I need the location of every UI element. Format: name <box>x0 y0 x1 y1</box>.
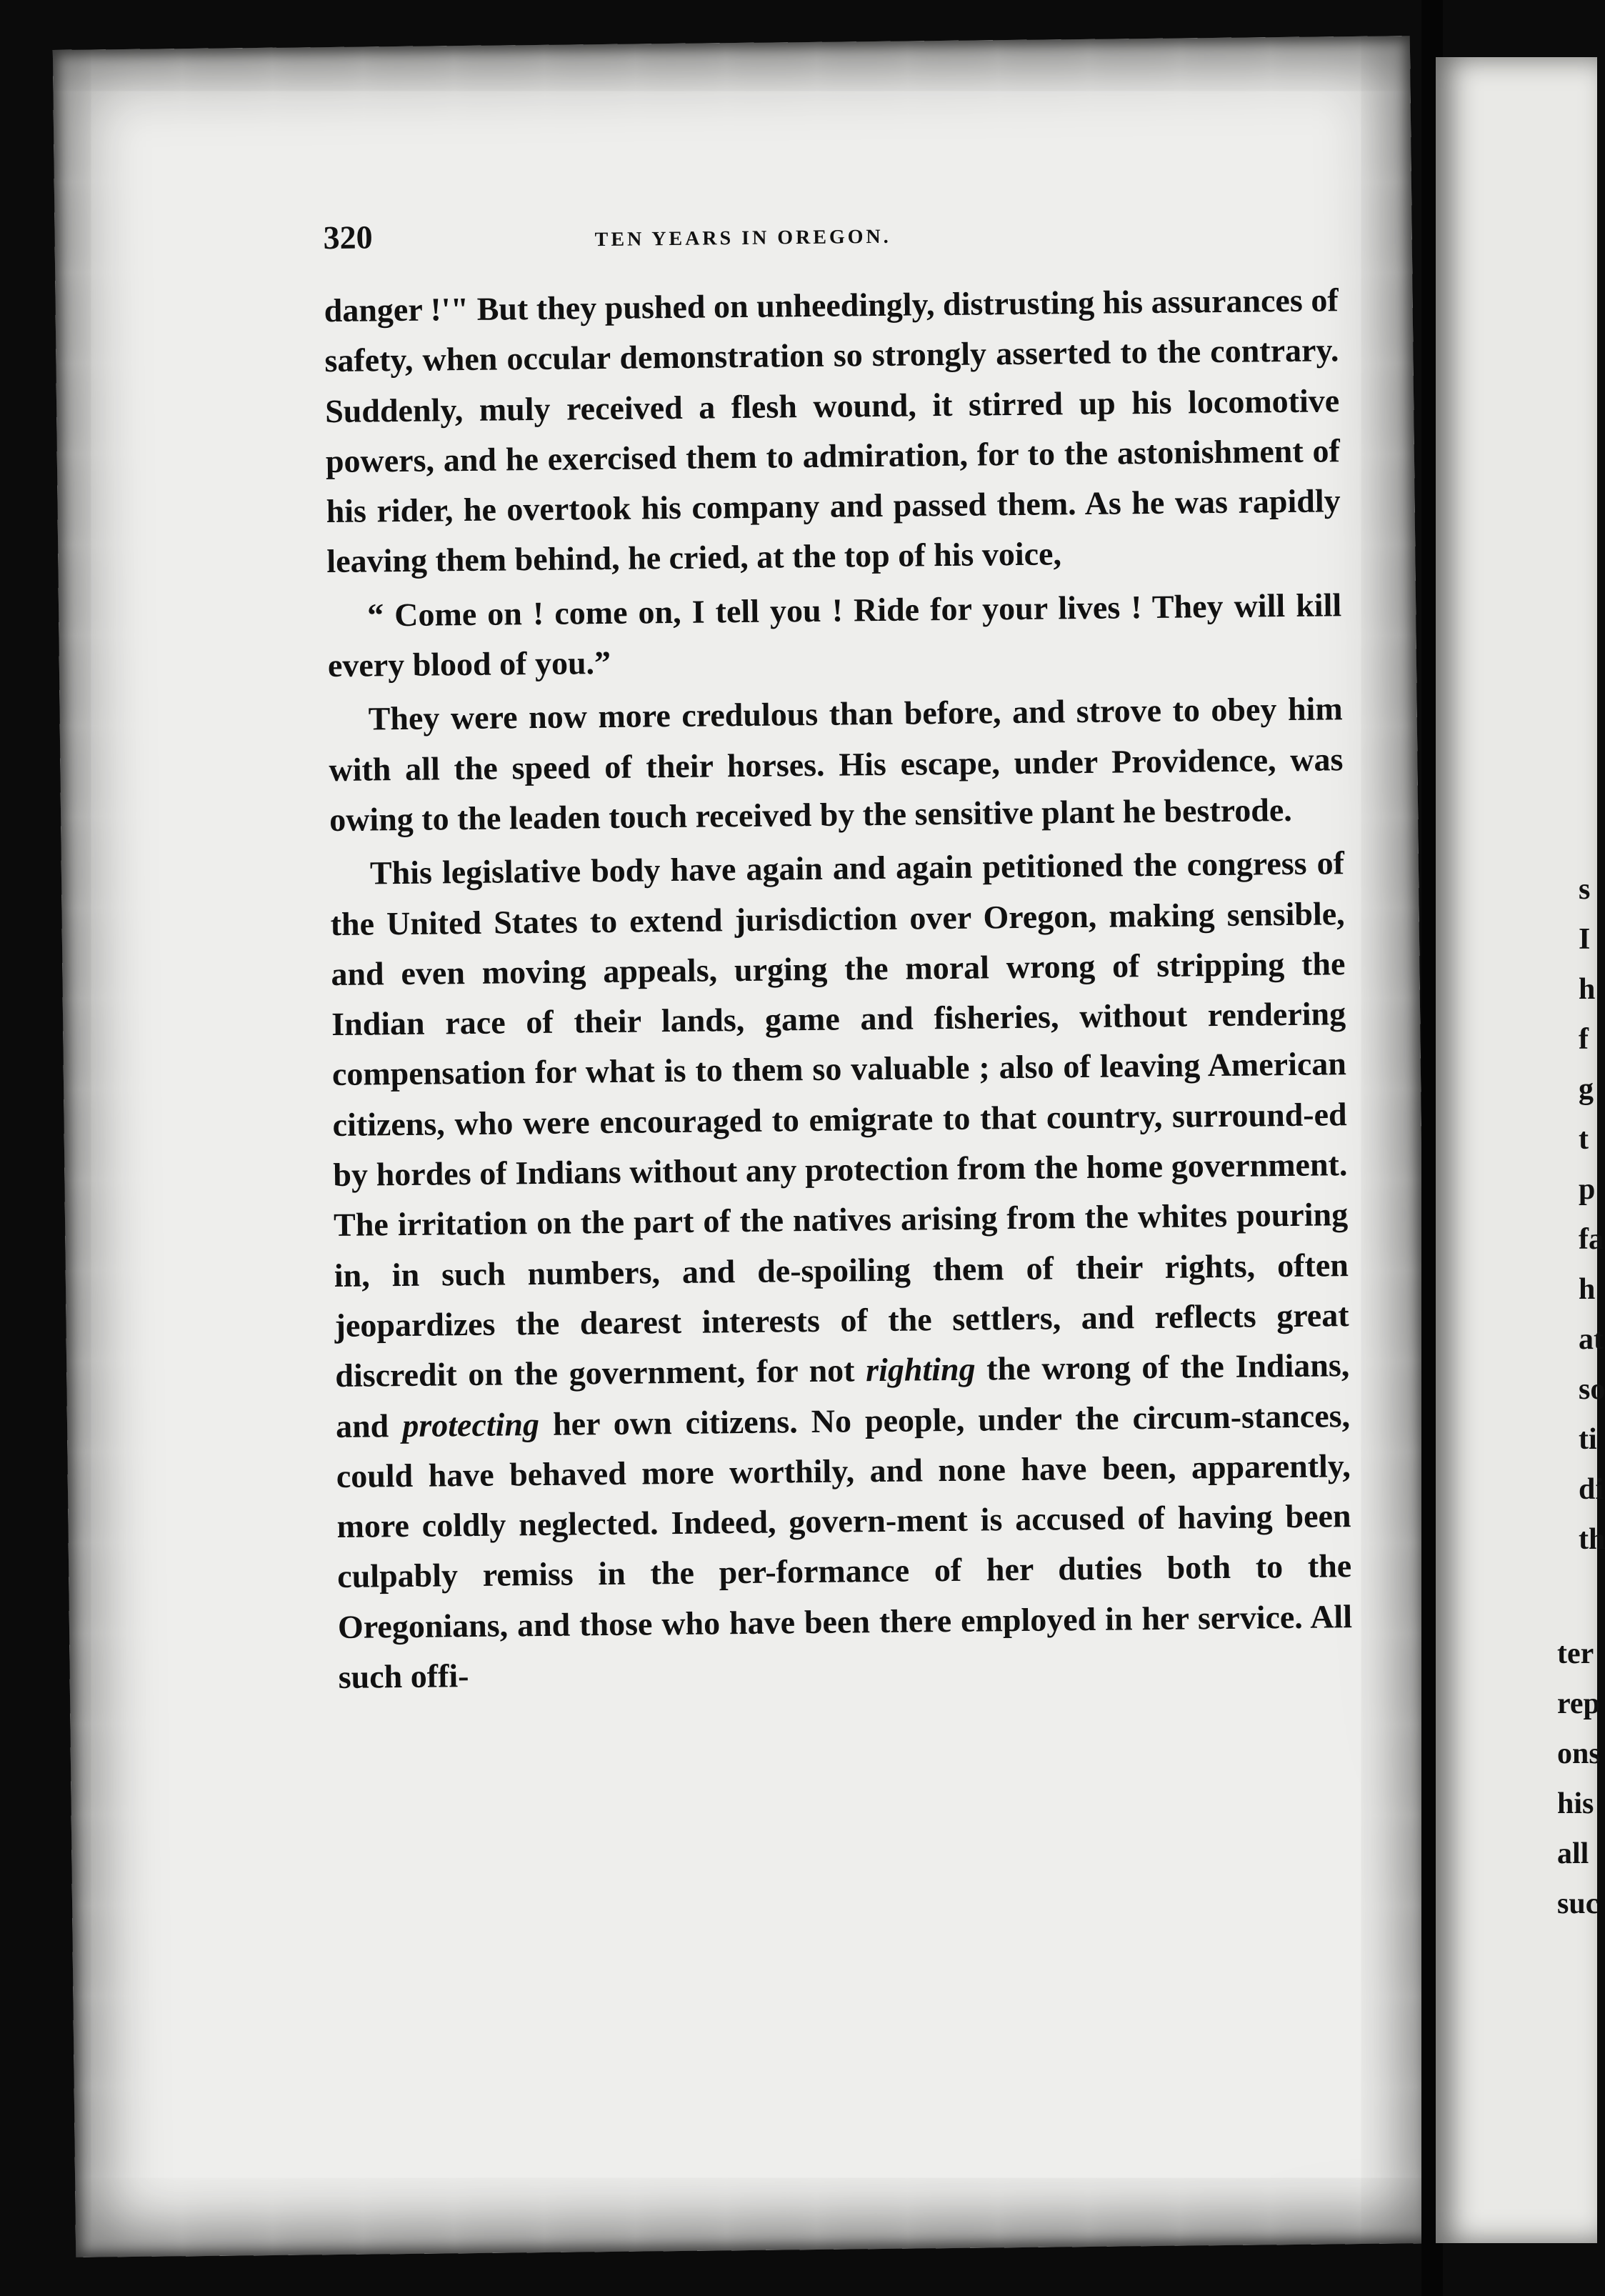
text-run: They were now more credulous than before, and strove to obey him with all the speed of their horses. His escape, under Providence, was owing to the leaden touch received by the sensitive plant he bestrode. <box>329 690 1344 839</box>
body-text <box>324 275 1353 1702</box>
italic-emphasis: protecting <box>402 1405 540 1444</box>
paragraph-1 <box>324 275 1341 587</box>
facing-fragment: fa <box>1579 1223 1604 1256</box>
facing-fragment: I <box>1579 923 1591 956</box>
facing-fragment: suc <box>1557 1887 1599 1920</box>
facing-page-fragments-lower <box>1557 1629 1601 1929</box>
paragraph-2 <box>327 580 1342 691</box>
paragraph-4 <box>330 838 1353 1702</box>
facing-fragment: rep <box>1557 1687 1600 1720</box>
facing-fragment: g <box>1579 1073 1594 1106</box>
running-head <box>323 208 1338 276</box>
text-run: This legislative body have again and again petitioned the congress of the United States to extend jurisdiction over Oregon, making sensible, and even moving appeals, urging the moral wrong of stripping the Indian race of their lands, game and fisheries, without rendering compensation for what is to them so valuable ; also of leaving American citizens, who were encouraged to emigrate to that country, surround-ed by hordes of Indians without any protection from the home government. The irritation on the part of the natives arising from the whites pouring in, in such numbers, and de-spoiling them of their rights, often jeopardizes the dearest interests of the settlers, and reflects great discredit on the government, for not <box>330 844 1349 1394</box>
facing-fragment: h <box>1579 1273 1596 1306</box>
facing-fragment: di <box>1579 1473 1604 1506</box>
text-run: the wrong of the Indians, and <box>335 1347 1350 1444</box>
facing-page-fragments-upper <box>1579 864 1605 1564</box>
facing-fragment: ti <box>1579 1423 1597 1456</box>
facing-fragment: all <box>1557 1837 1589 1870</box>
facing-fragment: s <box>1579 873 1591 906</box>
italic-emphasis: righting <box>865 1350 976 1389</box>
facing-fragment: ter <box>1557 1637 1594 1670</box>
text-run: her own citizens. No people, under the circum-stances, could have behaved more worthily, and none have been, apparently, more coldly neglected. Indeed, govern-ment is accused of having been culpably remiss in the per-formance of her duties both to the Oregonians, and those who have been there employed in her service. All such offi- <box>336 1397 1353 1695</box>
facing-fragment: th <box>1579 1523 1605 1556</box>
facing-page-edge <box>1436 57 1605 2243</box>
facing-fragment: f <box>1579 1023 1589 1056</box>
facing-fragment: h <box>1579 973 1596 1006</box>
facing-fragment: t <box>1579 1123 1589 1156</box>
paragraph-3 <box>328 684 1344 846</box>
facing-fragment: ons <box>1557 1737 1601 1770</box>
facing-fragment: at <box>1579 1323 1604 1356</box>
text-run: “ Come on ! come on, I tell you ! Ride for your lives ! They will kill every blood of you.” <box>327 586 1342 684</box>
page-number: 320 <box>323 219 373 256</box>
page-content <box>323 208 1353 1706</box>
facing-fragment: p <box>1579 1173 1596 1206</box>
book-page <box>53 36 1433 2257</box>
facing-fragment: so <box>1579 1373 1605 1406</box>
running-title: TEN YEARS IN OREGON. <box>594 225 891 251</box>
text-run: danger !'" But they pushed on unheedingly, distrusting his assurances of safety, when occular demonstration so strongly asserted to the contrary. Suddenly, muly received a flesh wound, it stirred up his locomotive powers, and he exercised them to admiration, for to the astonishment of his rider, he overtook his company and passed them. As he was rapidly leaving them behind, he cried, at the top of his voice, <box>324 281 1341 580</box>
facing-fragment: his <box>1557 1787 1594 1820</box>
